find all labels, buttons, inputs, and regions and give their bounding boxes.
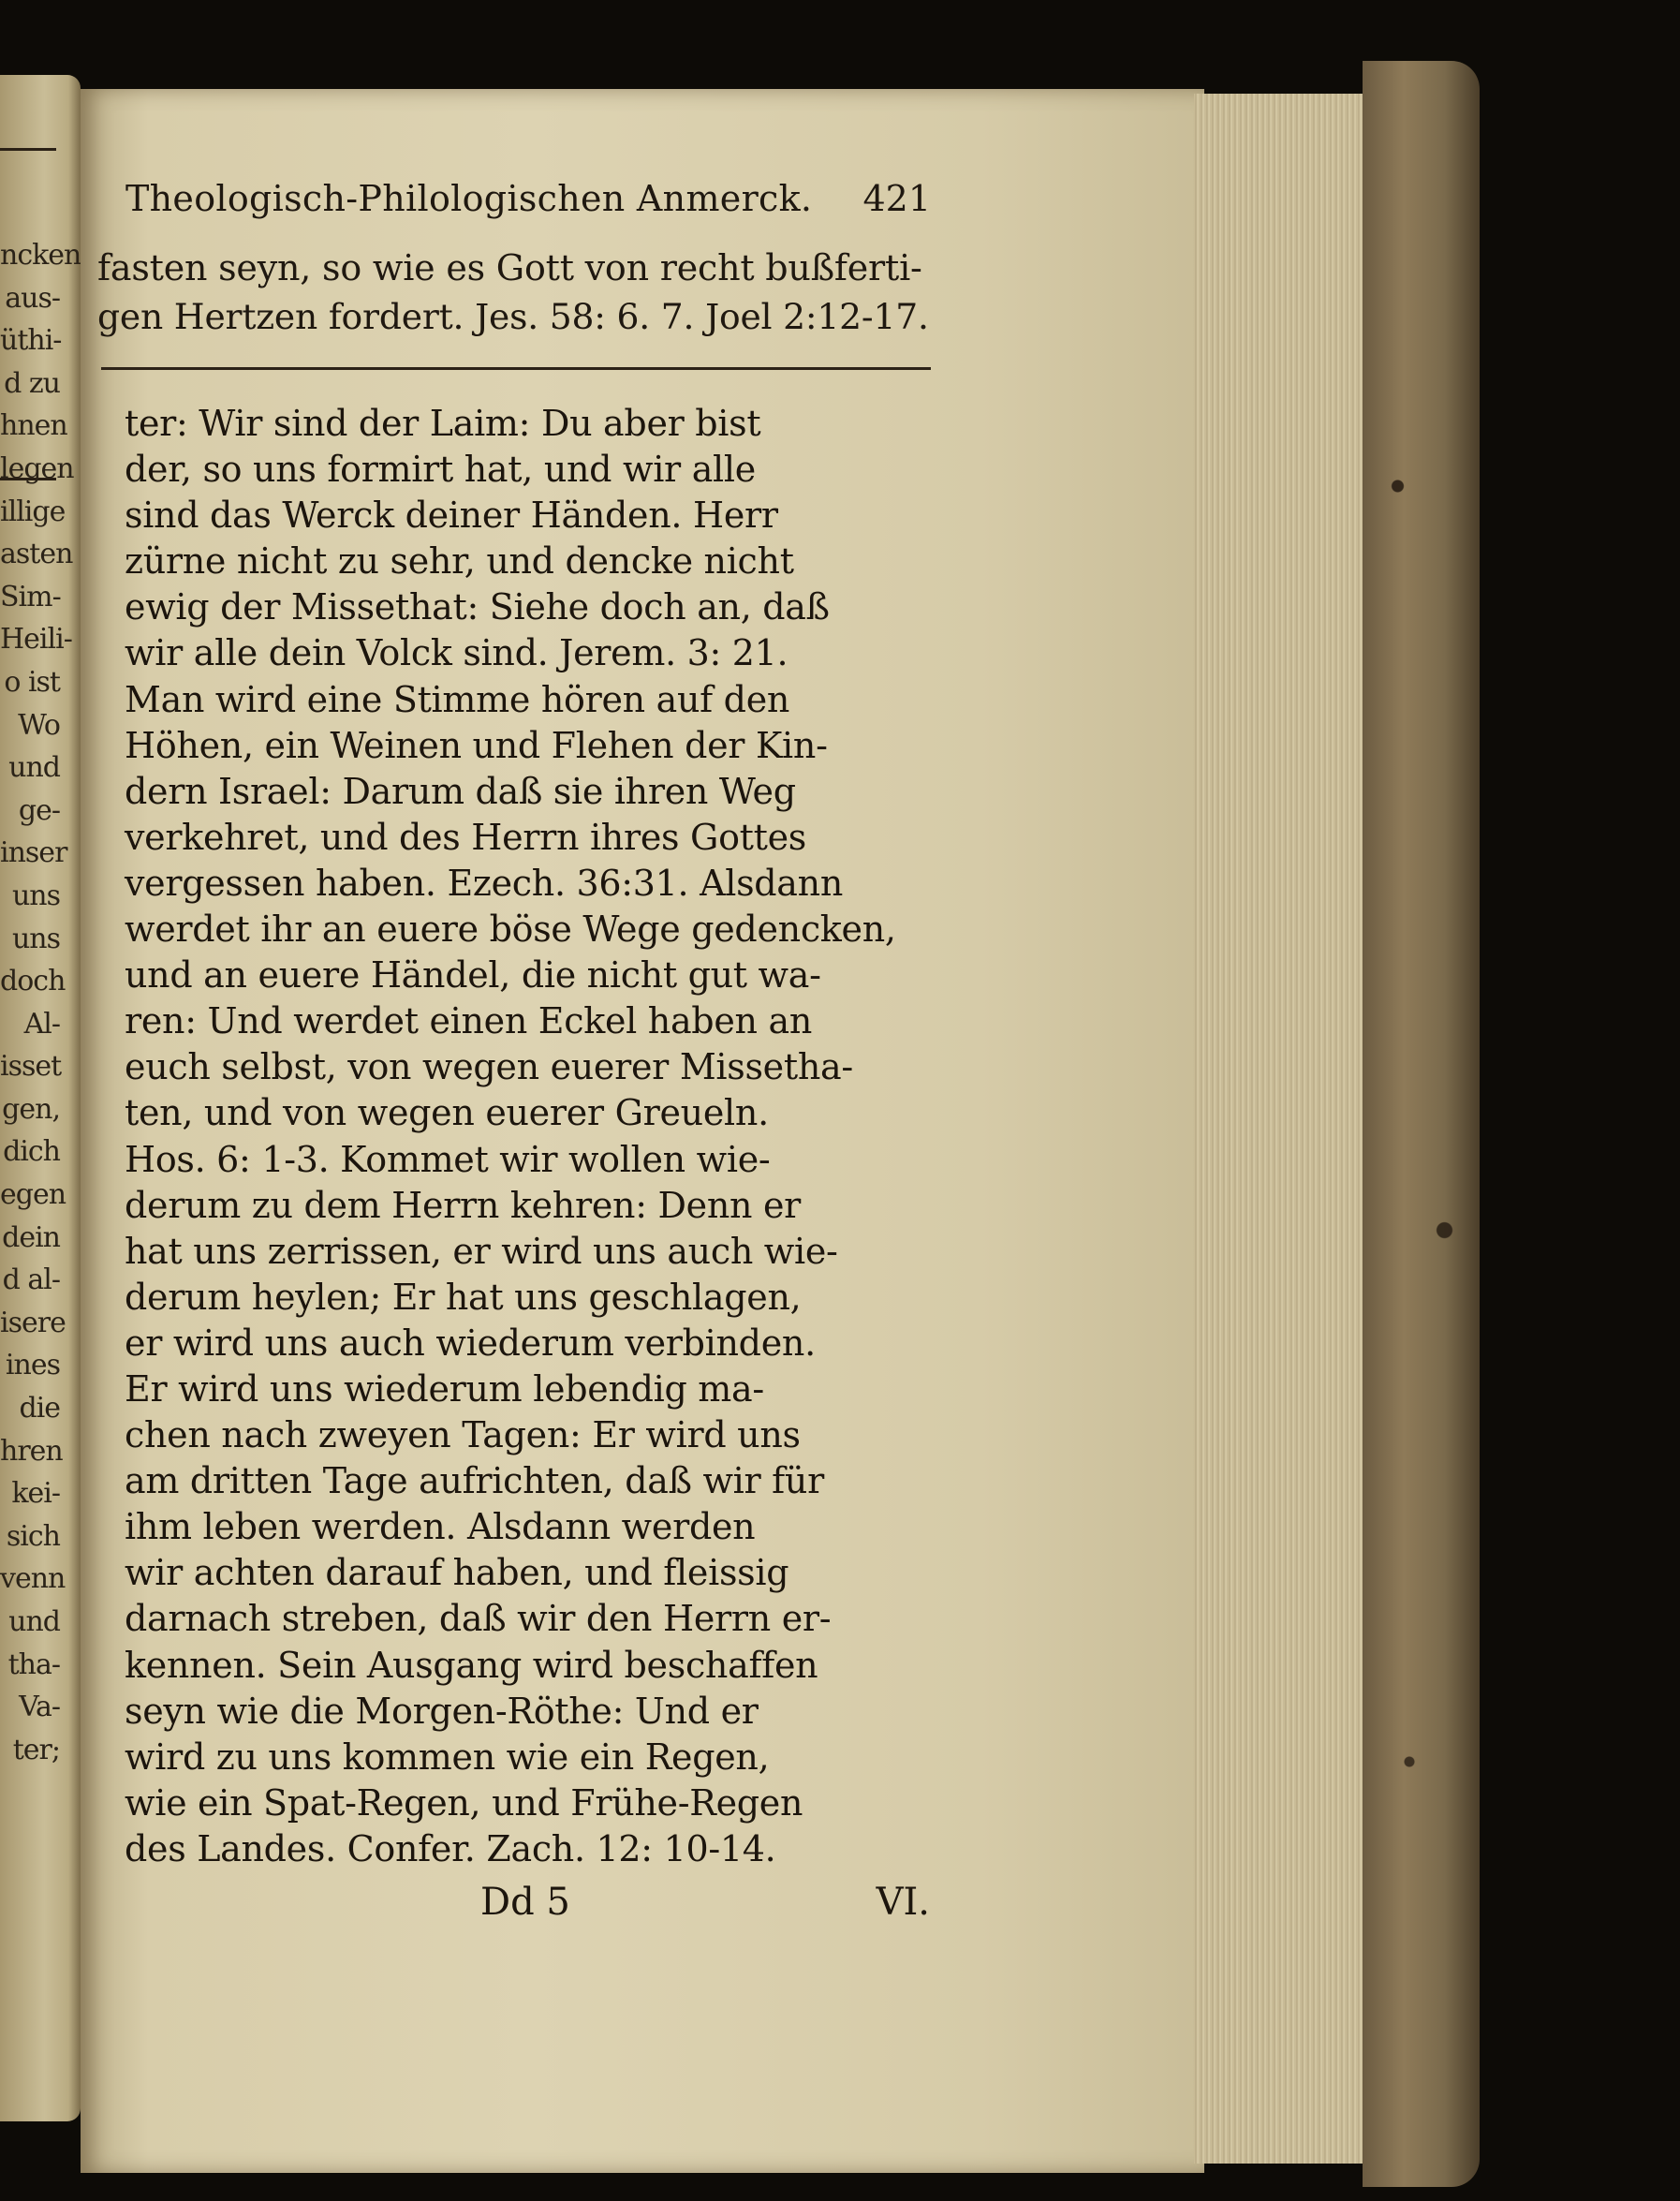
text-line: derum zu dem Herrn kehren: Denn er: [125, 1184, 802, 1226]
previous-page-line: aus-: [5, 281, 60, 315]
previous-page-line: und: [8, 751, 60, 785]
text-line: seyn wie die Morgen-Röthe: Und er: [125, 1690, 759, 1732]
previous-page-line: illige: [0, 495, 66, 528]
previous-page-line: uns: [11, 879, 60, 912]
text-line: wird zu uns kommen wie ein Regen,: [125, 1736, 770, 1778]
previous-page-line: Va-: [19, 1691, 60, 1724]
previous-page-line: dein: [2, 1220, 60, 1254]
text-line: werdet ihr an euere böse Wege gedencken,: [125, 908, 896, 951]
text-line: des Landes. Confer. Zach. 12: 10-14.: [125, 1827, 776, 1869]
text-line: dern Israel: Darum daß sie ihren Weg: [125, 770, 796, 812]
text-line: am dritten Tage aufrichten, daß wir für: [125, 1460, 824, 1502]
previous-page-line: isset: [0, 1050, 62, 1084]
previous-page-line: kei-: [11, 1477, 60, 1511]
previous-page-line: sich: [6, 1519, 60, 1553]
previous-page-line: ge-: [18, 793, 60, 827]
text-line: und an euere Händel, die nicht gut wa-: [125, 954, 821, 997]
text-line: sind das Werck deiner Händen. Herr: [125, 495, 778, 537]
page-header: [125, 178, 931, 232]
previous-page-line: ines: [5, 1349, 60, 1382]
previous-page-rule: [0, 148, 56, 151]
previous-page-edge: [0, 75, 81, 2121]
previous-page-line: Al-: [23, 1007, 60, 1041]
previous-page-line: hnen: [0, 409, 67, 443]
footnote-continuation: [97, 244, 931, 341]
previous-page-text: [0, 234, 81, 1771]
previous-page-line: gen,: [2, 1092, 60, 1126]
text-line: chen nach zweyen Tagen: Er wird uns: [125, 1414, 801, 1456]
previous-page-line: uns: [11, 922, 60, 955]
footnote-line: gen Hertzen fordert. Jes. 58: 6. 7. Joel 2:12-17.: [97, 296, 929, 337]
footnote-divider: [101, 367, 931, 370]
previous-page-line: isere: [0, 1306, 66, 1339]
book-cover: [1363, 61, 1480, 2187]
footnote-line: fasten seyn, so wie es Gott von recht bußferti-: [97, 247, 922, 288]
previous-page-line: Sim-: [0, 580, 61, 613]
previous-page-line: Heili-: [0, 623, 72, 657]
previous-page-line: ter;: [12, 1733, 60, 1766]
text-line: verkehret, und des Herrn ihres Gottes: [125, 816, 806, 858]
text-line: euch selbst, von wegen euerer Missetha-: [125, 1046, 853, 1088]
text-line: er wird uns auch wiederum verbinden.: [125, 1322, 816, 1364]
text-line: vergessen haben. Ezech. 36:31. Alsdann: [125, 862, 844, 904]
text-line: ewig der Missethat: Siehe doch an, daß: [125, 586, 830, 628]
previous-page-line: die: [19, 1392, 60, 1425]
catchword: VI.: [876, 1881, 930, 1924]
previous-page-line: tha-: [7, 1647, 60, 1681]
previous-page-line: d zu: [4, 366, 60, 400]
text-line: ter: Wir sind der Laim: Du aber bist: [125, 403, 761, 444]
previous-page-line: egen: [0, 1178, 66, 1212]
text-line: zürne nicht zu sehr, und dencke nicht: [125, 540, 794, 583]
text-line: wir alle dein Volck sind. Jerem. 3: 21.: [125, 632, 788, 674]
text-line: ihm leben werden. Alsdann werden: [125, 1506, 756, 1548]
page-number: 421: [862, 178, 931, 219]
text-line: ren: Und werdet einen Eckel haben an: [125, 1000, 813, 1042]
previous-page-line: und: [8, 1605, 60, 1638]
running-head: Theologisch-Philologischen Anmerck.: [125, 178, 813, 219]
previous-page-line: d al-: [2, 1263, 60, 1297]
previous-page-line: ncken: [0, 239, 81, 272]
text-line: der, so uns formirt hat, und wir alle: [125, 449, 756, 491]
text-line: wie ein Spat-Regen, und Frühe-Regen: [125, 1781, 803, 1824]
text-line: Man wird eine Stimme hören auf den: [125, 678, 790, 720]
page-edges: [1194, 94, 1386, 2164]
previous-page-line: üthi-: [0, 324, 62, 358]
signature-mark: Dd 5: [480, 1881, 570, 1924]
text-line: darnach streben, daß wir den Herrn er-: [125, 1598, 832, 1640]
text-line: derum heylen; Er hat uns geschlagen,: [125, 1276, 802, 1318]
previous-page-line: doch: [0, 965, 66, 998]
text-line: Er wird uns wiederum lebendig ma-: [125, 1367, 764, 1410]
text-line: ten, und von wegen euerer Greueln.: [125, 1092, 769, 1134]
main-text: [125, 401, 930, 1872]
previous-page-line: venn: [0, 1562, 66, 1596]
previous-page-line: inser: [0, 836, 67, 870]
previous-page-line: dich: [3, 1135, 60, 1169]
page-footer: [125, 1881, 930, 1928]
previous-page-line: asten: [0, 538, 73, 571]
previous-page-line: o ist: [4, 665, 60, 699]
text-line: kennen. Sein Ausgang wird beschaffen: [125, 1644, 818, 1686]
previous-page-line: hren: [0, 1434, 63, 1468]
text-line: wir achten darauf haben, und fleissig: [125, 1552, 789, 1594]
text-line: hat uns zerrissen, er wird uns auch wie-: [125, 1230, 838, 1272]
text-line: Höhen, ein Weinen und Flehen der Kin-: [125, 724, 828, 766]
text-line: Hos. 6: 1-3. Kommet wir wollen wie-: [125, 1138, 771, 1180]
previous-page-line: Wo: [18, 708, 60, 742]
previous-page-line: legen: [0, 451, 74, 485]
